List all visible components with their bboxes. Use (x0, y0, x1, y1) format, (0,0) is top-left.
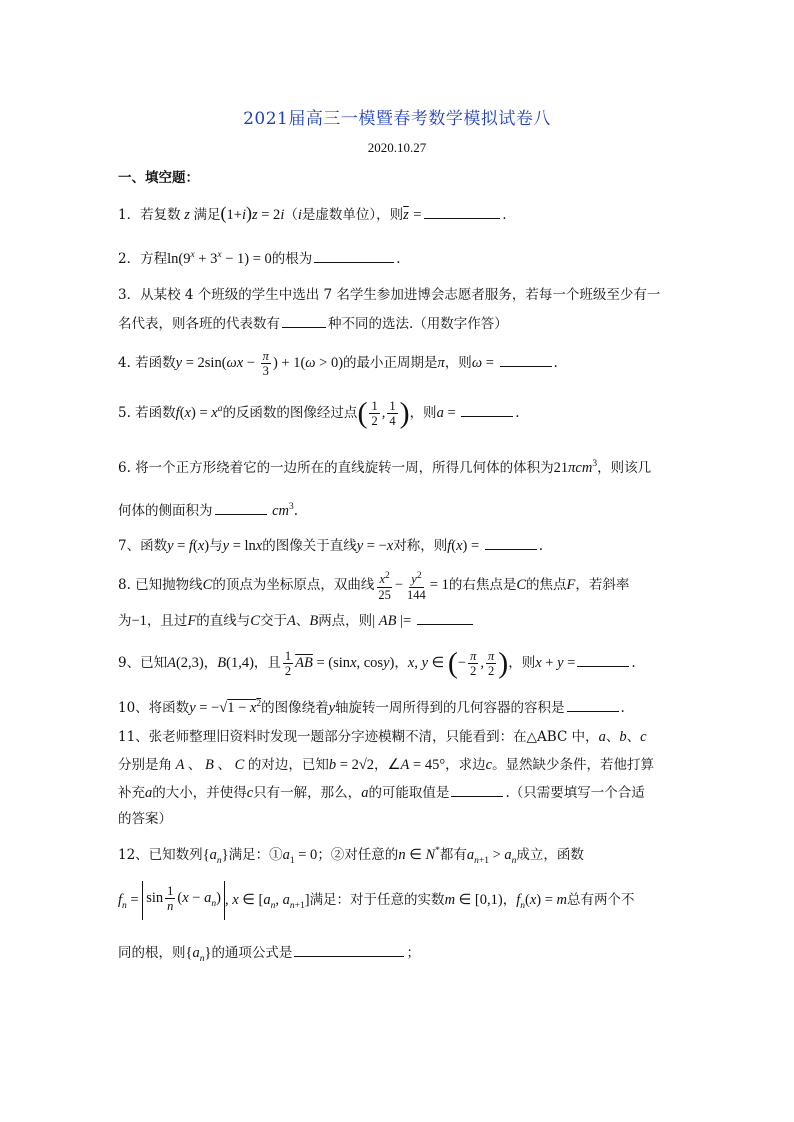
question-12-line3: 同的根，则$\{a_n\}$的通项公式是 ； (118, 942, 678, 970)
question-11-line2: 分别是角 A 、 B 、 C 的对边，已知b = 2√2，∠A = 45°，求边c。显然缺少条件，若他打算 (118, 757, 655, 773)
answer-blank-11[interactable] (451, 782, 503, 797)
answer-blank-4[interactable] (500, 352, 552, 367)
answer-blank-10[interactable] (567, 697, 619, 712)
question-1: 1．若复数 z 满足(1+i)z = 2i（i是虚数单位），则$\overline{z}$ = . (118, 203, 507, 223)
question-8: 8. 已知抛物线C的顶点为坐标原点，双曲线 $\frac{x^2}{25}$ − $\frac{y^2}{144}$ = 1的右焦点是C的焦点F，若斜率 (118, 571, 630, 602)
question-11: 11、张老师整理旧资料时发现一题部分字迹模糊不清，只能看到：在△ABC 中，a、b、c (118, 729, 647, 745)
answer-blank-1[interactable] (424, 204, 500, 219)
question-12-line2: $f_n = \sin$ $\frac{1}{n}$ $(x - a_n)$ , x ∈ [$a_n$, $a_{n+1}$]满足：对于任意的实数m ∈ [0,1)，$f_n(x) = m$总有两个不 (118, 880, 678, 926)
answer-blank-3[interactable] (282, 313, 326, 328)
question-9: 9、已知A(2,3)，B(1,4)，且 $\frac{1}{2}$ $\overline{AB} = (\sin x$, cosy)，x, y ∈ (− $\frac{\pi}{2}$ , $\frac{\pi}{2}$ )，则x + y = . (118, 646, 636, 680)
question-10: 10、将函数$y = -√1 - x^2$的图像绕着y轴旋转一周所得到的几何容器的容积是 . (118, 693, 678, 719)
section-heading: 一、填空题： (118, 170, 199, 186)
question-12: 12、已知数列$\{a_n\}$满足：$①a_1 = 0$；②对任意的n ∈ N*都有$a_{n+1} > a_n$成立，函数 (118, 846, 584, 866)
answer-blank-7[interactable] (485, 535, 537, 550)
answer-blank-5[interactable] (461, 402, 513, 417)
answer-blank-2[interactable] (314, 248, 394, 263)
question-11-line4: 的答案） (118, 811, 172, 827)
exam-title: 2021届高三一模暨春考数学模拟试卷八 (243, 109, 551, 129)
question-5: 5. 若函数$f(x) = x^a$的反函数的图像经过点( $\frac{1}{2}$ , $\frac{1}{4}$ )，则a = . (118, 396, 520, 430)
question-11-line3: 补充a的大小，并使得c只有一解，那么，a的可能取值是 .（只需要填写一个合适 (118, 782, 678, 804)
question-6-line2: 何体的侧面积为 $cm^3$. (118, 496, 678, 522)
question-3-line2: 名代表，则各班的代表数有 种不同的选法.（用数字作答） (118, 313, 678, 335)
answer-blank-12[interactable] (294, 942, 404, 957)
answer-blank-9[interactable] (577, 652, 629, 667)
question-8-line2: 为−1，且过F的直线与C交于A、B两点，则| AB |= (118, 610, 678, 632)
question-4: 4. 若函数y = 2sin(ωx − $\frac{\pi}{3}$ ) + 1(ω > 0)的最小正周期是π，则ω = . (118, 349, 558, 378)
question-7: 7、函数y = f(x)与y = lnx的图像关于直线y = −x对称，则f(x) = . (118, 535, 678, 557)
exam-date: 2020.10.27 (367, 140, 427, 155)
answer-blank-8[interactable] (417, 610, 473, 625)
question-3: 3．从某校 4 个班级的学生中选出 7 名学生参加进博会志愿者服务，若每一个班级至少有一 (118, 287, 661, 303)
answer-blank-6[interactable] (215, 500, 267, 515)
question-6: 6. 将一个正方形绕着它的一边所在的直线旋转一周，所得几何体的体积为21πcm$^3$，则该几 (118, 459, 652, 476)
question-2: 2．方程$\ln(9^x + 3^x - 1) = 0$的根为 . (118, 244, 678, 270)
